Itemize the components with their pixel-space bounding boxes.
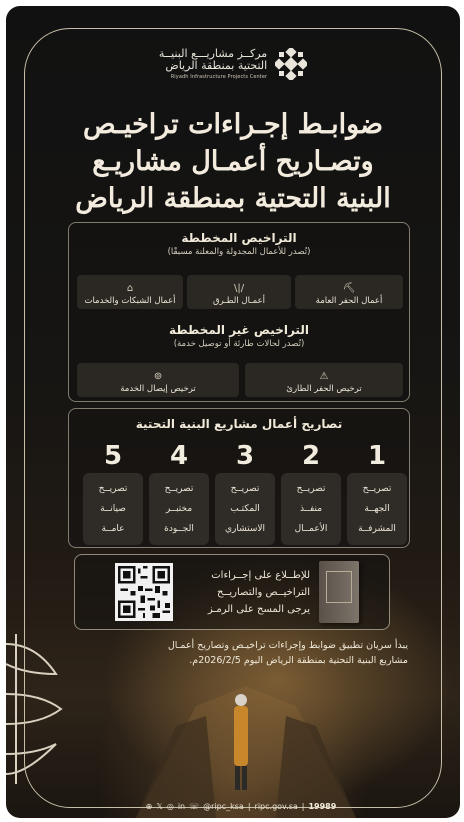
guide-book-image <box>319 561 359 623</box>
logo-english-name: Riyadh Infrastructure Projects Center <box>170 74 268 80</box>
emergency-excavation-icon: ⚠ <box>319 371 329 382</box>
unplanned-licenses-subtitle: (تُصدر لحالات طارئة أو توصيل خدمة) <box>173 339 305 349</box>
step-label-line: تصريــح <box>296 484 326 494</box>
step-label-line: تصريــح <box>98 484 128 494</box>
excavator-icon: ⛏ <box>342 283 356 294</box>
linkedin-icon[interactable]: in <box>177 802 186 811</box>
title-line-3: البنية التحتية بمنطقة الرياض <box>75 183 391 214</box>
phone-icon[interactable]: ☏ <box>189 802 200 811</box>
planned-licenses-title: التراخيص المخططة <box>181 231 297 245</box>
footer-divider: | <box>301 802 305 811</box>
step-number-1: 1 <box>367 441 387 471</box>
page-title <box>36 106 430 217</box>
permit-step-quality-lab[interactable] <box>149 473 209 545</box>
planned-item-label: أعمـال الطـرق <box>213 296 266 306</box>
step-number-2: 2 <box>301 441 321 471</box>
step-label-line: تصريــح <box>362 484 392 494</box>
notice-line-1: يبدأ سريان تطبيق ضوابط وإجراءات تراخيـص وتصاريح أعمـال <box>167 640 408 651</box>
step-label-line: مختبــر <box>165 504 193 514</box>
qr-instructions <box>185 567 310 618</box>
poster <box>6 6 460 818</box>
permit-step-general-maintenance[interactable] <box>83 473 143 545</box>
step-number-4: 4 <box>169 441 189 471</box>
footer-divider: | <box>247 802 251 811</box>
phone-number[interactable]: 19989 <box>308 802 337 811</box>
qr-line-2: التراخيــص والتصاريــح <box>217 587 310 598</box>
title-line-1: ضوابـط إجـراءات تراخيـص <box>82 109 384 140</box>
website-link[interactable]: ripc.gov.sa <box>254 802 298 811</box>
qr-code-icon <box>118 566 170 618</box>
footer <box>126 802 356 811</box>
permit-step-supervising-entity[interactable] <box>347 473 407 545</box>
instagram-icon[interactable]: ◎ <box>166 802 174 811</box>
qr-card <box>74 554 390 630</box>
planned-item-road-works[interactable] <box>187 275 291 309</box>
qr-line-3: يرجى المسح على الرمـز <box>207 604 310 615</box>
planned-item-general-excavation[interactable] <box>295 275 403 309</box>
logo-arabic-line-1: مركــز مشاريـــع البنيــة <box>158 47 268 60</box>
unplanned-item-label: ترخيص الحفر الطارئ <box>286 384 362 394</box>
notice-line-2: مشاريع البنية التحتية بمنطقة الرياض اليوم 2026/2/5م. <box>189 655 408 666</box>
decorative-ornament-icon <box>6 634 64 784</box>
unplanned-item-emergency-excavation[interactable] <box>245 363 403 397</box>
planned-item-label: أعمال الحفر العامة <box>315 296 383 306</box>
planned-item-networks-services[interactable] <box>77 275 183 309</box>
logo-arabic-line-2: التحتية بمنطقة الرياض <box>165 59 268 72</box>
step-label-line: الاستشاري <box>224 524 266 534</box>
unplanned-item-label: ترخيص إيصال الخدمة <box>120 384 196 394</box>
licenses-card <box>68 222 410 402</box>
ripc-logo <box>6 48 460 80</box>
step-label-line: المشرفــة <box>358 524 396 534</box>
step-number-5: 5 <box>103 441 123 471</box>
step-label-line: عامــة <box>101 524 125 534</box>
title-line-2: وتصـاريح أعمـال مشاريـع <box>92 146 374 177</box>
qr-code[interactable] <box>115 563 173 621</box>
qr-line-1: للإطــلاع على إجــراءات <box>211 570 310 581</box>
ripc-logo-mark-icon <box>275 48 307 80</box>
social-handle[interactable]: @ripc_ksa <box>203 802 244 811</box>
permits-title: تصاريح أعمال مشاريع البنية التحتية <box>135 417 343 431</box>
permits-card <box>68 408 410 548</box>
planned-item-label: أعمال الشبكات والخدمات <box>84 296 176 306</box>
step-label-line: الأعمــال <box>294 524 328 534</box>
planned-licenses-subtitle: (تُصدر للأعمال المجدولة والمعلنة مسبقًا) <box>167 247 311 257</box>
logo-text <box>159 48 267 80</box>
step-label-line: الجــودة <box>164 524 194 534</box>
step-label-line: منفــذ <box>299 504 323 514</box>
step-label-line: الجهــة <box>364 504 390 514</box>
tunnel-scene-image <box>136 666 356 818</box>
unplanned-item-service-connection[interactable] <box>77 363 239 397</box>
permit-step-consulting-office[interactable] <box>215 473 275 545</box>
effective-date-notice <box>62 638 408 668</box>
service-connection-icon: ⊚ <box>153 371 163 382</box>
unplanned-licenses-title: التراخيص غير المخططة <box>169 323 309 337</box>
x-icon[interactable]: 𝕏 <box>156 802 163 811</box>
step-number-3: 3 <box>235 441 255 471</box>
step-label-line: صيانــة <box>100 504 126 514</box>
step-label-line: تصريــح <box>230 484 260 494</box>
road-icon: /|\ <box>233 283 245 294</box>
step-label-line: المكتـب <box>230 504 260 514</box>
web-icon[interactable]: ⊕ <box>145 802 153 811</box>
step-label-line: تصريــح <box>164 484 194 494</box>
utility-network-icon: ⌂ <box>126 283 134 294</box>
permit-step-works-contractor[interactable] <box>281 473 341 545</box>
